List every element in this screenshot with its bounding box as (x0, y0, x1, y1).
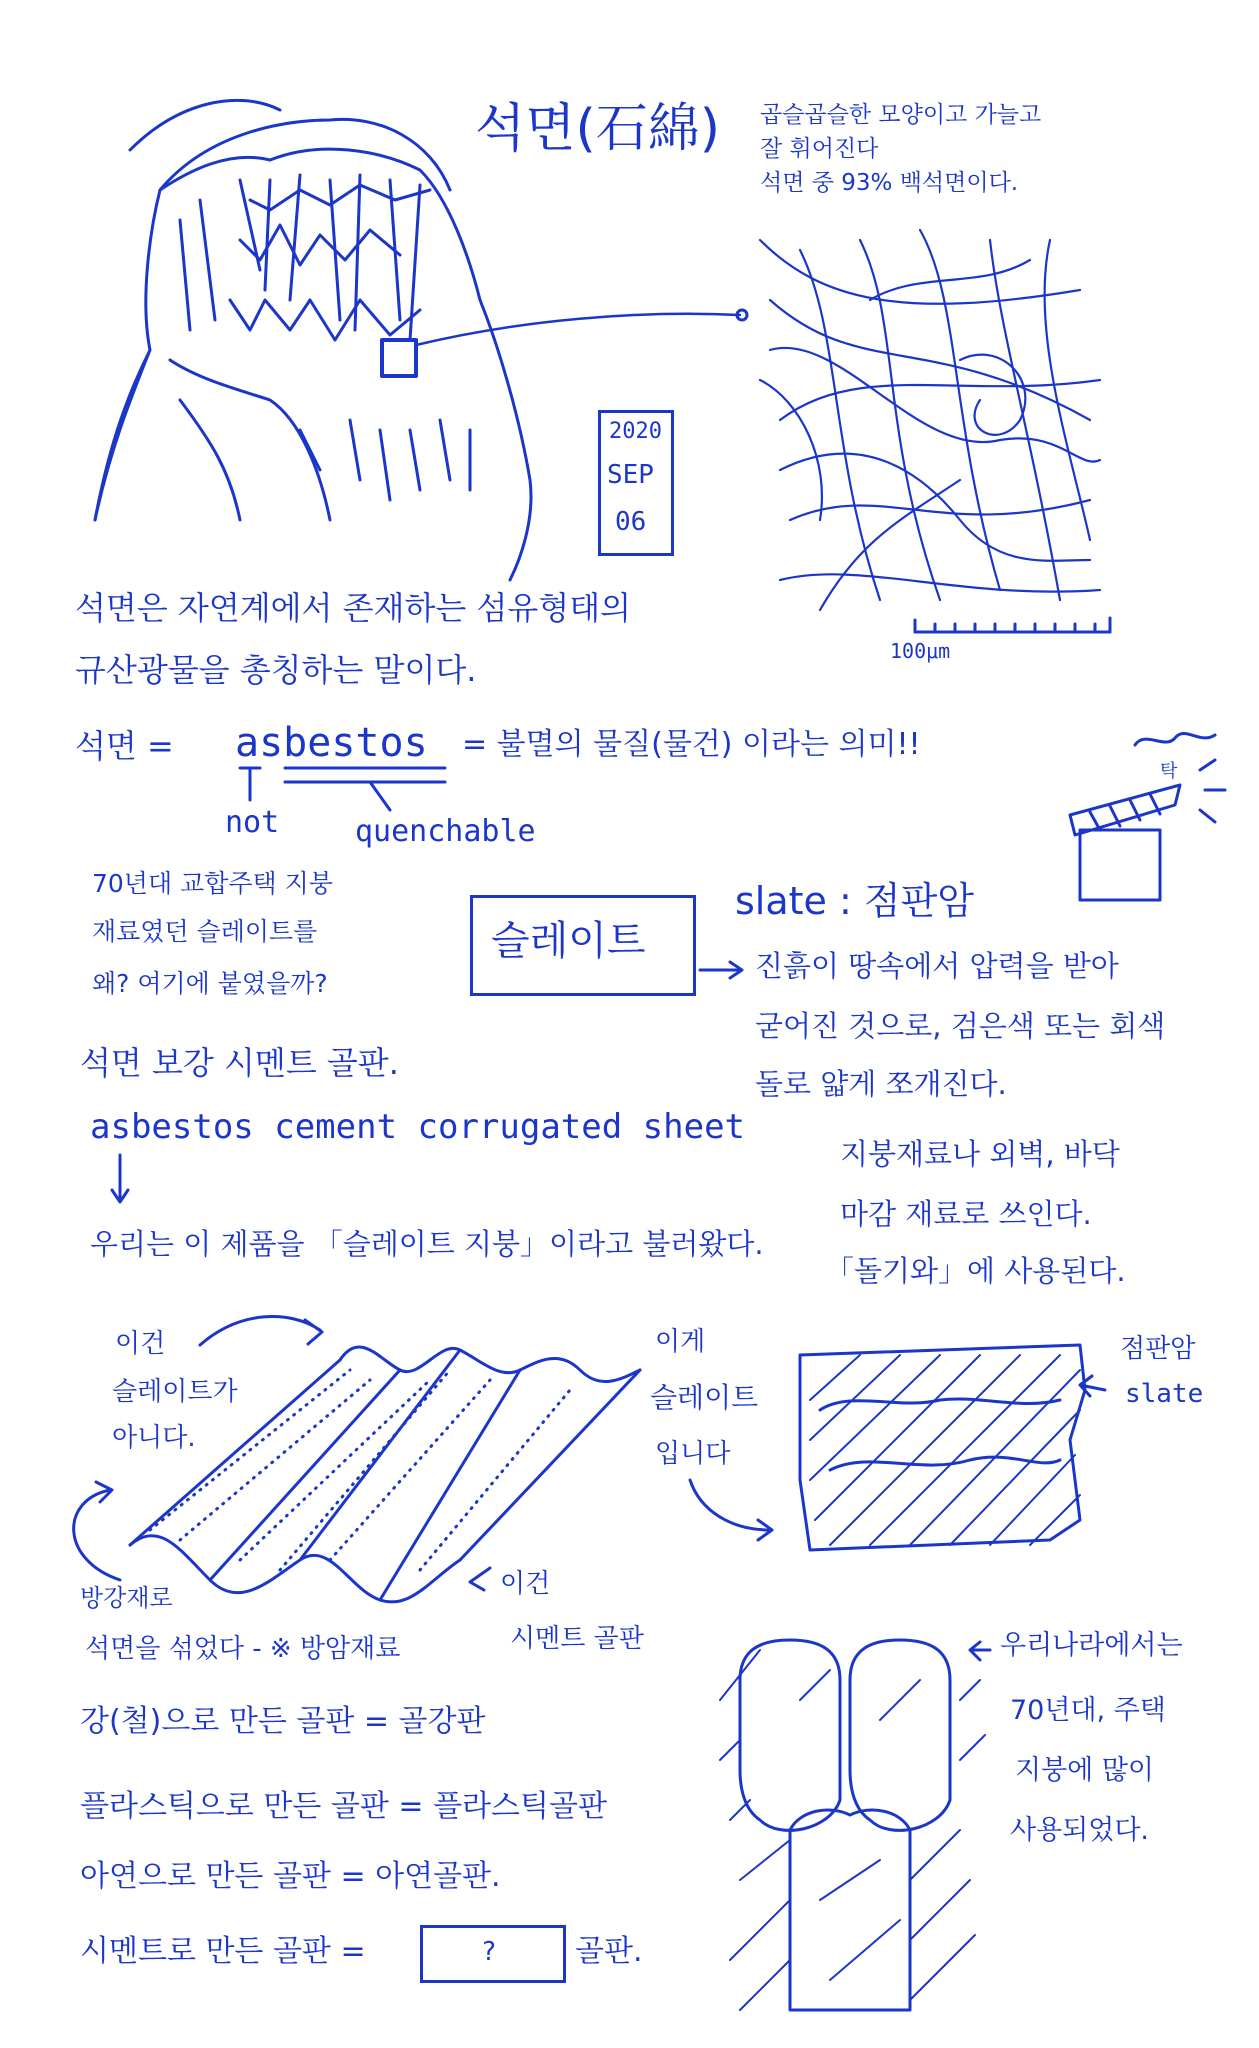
intro-line1: 석면은 자연계에서 존재하는 섬유형태의 (75, 589, 632, 627)
fiber-note-line2: 잘 휘어진다 (760, 136, 879, 162)
slate-def-head: slate : 점판암 (735, 879, 975, 923)
scale-bar (915, 618, 1110, 632)
etymology-quenchable: quenchable (355, 814, 536, 849)
slate-def-line5: 마감 재료로 쓰인다. (840, 1197, 1092, 1231)
fiber-note-line3: 석면 중 93% 백석면이다. (760, 170, 1019, 196)
date-month: SEP (607, 460, 654, 490)
korea-note-line4: 사용되었다. (1010, 1815, 1149, 1846)
korea-note-line2: 70년대, 주택 (1010, 1695, 1166, 1726)
korean-term: 석면 보강 시멘트 골판. (80, 1044, 399, 1082)
english-term: asbestos cement corrugated sheet (90, 1107, 746, 1147)
date-box (598, 410, 674, 556)
etymology-underlines (240, 768, 445, 810)
etymology-lhs: 석면 = (75, 727, 174, 765)
date-day: 06 (615, 507, 647, 537)
equation-steel: 강(철)으로 만든 골판 = 골강판 (80, 1704, 486, 1739)
slate-def-line3: 돌로 얇게 쪼개진다. (755, 1067, 1007, 1101)
equation-plastic: 플라스틱으로 만든 골판 = 플라스틱골판 (80, 1789, 607, 1824)
intro-line2: 규산광물을 총칭하는 말이다. (75, 651, 477, 689)
cement-sheet-label: 시멘트 골판 (510, 1624, 644, 1654)
slate-def-line4: 지붕재료나 외벽, 바닥 (840, 1137, 1120, 1171)
slate-def-line6: 「돌기와」에 사용된다. (825, 1254, 1126, 1288)
blank-box (420, 1925, 566, 1983)
etymology-not: not (225, 805, 280, 840)
date-year: 2020 (609, 419, 662, 444)
clapperboard-sketch (1070, 733, 1225, 900)
not-slate-line2: 슬레이트가 (112, 1377, 238, 1407)
this-is-label: 이건 (500, 1569, 551, 1599)
equation-cement: 시멘트로 만든 골판 = (80, 1934, 366, 1969)
korea-note-line3: 지붕에 많이 (1015, 1755, 1154, 1786)
etymology-word: asbestos (235, 720, 428, 766)
question-line2: 재료였던 슬레이트를 (92, 917, 318, 946)
page-title: 석면(石綿) (475, 99, 721, 159)
asbestos-mixed-note: 석면을 섞었다 - ※ 방암재료 (85, 1634, 401, 1664)
fiber-tangle-sketch (760, 230, 1100, 610)
called-note: 우리는 이 제품을 「슬레이트 지붕」이라고 불러왔다. (90, 1227, 764, 1261)
equation-zinc: 아연으로 만든 골판 = 아연골판. (80, 1859, 501, 1894)
roof-tiles-hatch (720, 1650, 985, 2010)
clap-sound: 탁 (1160, 761, 1178, 782)
this-slate-line1: 이게 (655, 1327, 706, 1357)
slate-label-ko: 점판암 (1120, 1334, 1196, 1364)
this-slate-line2: 슬레이트 (650, 1381, 759, 1414)
slate-def-line1: 진흙이 땅속에서 압력을 받아 (755, 949, 1119, 983)
question-line3: 왜? 여기에 붙였을까? (92, 969, 328, 998)
this-slate-line3: 입니다 (655, 1439, 731, 1469)
korea-note-line1: 우리나라에서는 (1000, 1630, 1183, 1661)
not-slate-line1: 이건 (115, 1329, 166, 1359)
roof-tiles-sketch (740, 1640, 950, 2010)
slate-term: 슬레이트 (491, 918, 646, 964)
slate-term-box (470, 895, 696, 996)
ineffective-label: 방강재로 (80, 1584, 173, 1612)
slate-tile-hatch (810, 1355, 1080, 1545)
equation-cement-suffix: 골판. (575, 1934, 643, 1969)
etymology-rhs: = 불멸의 물질(물건) 이라는 의미!! (462, 727, 921, 762)
not-slate-line3: 아니다. (112, 1423, 196, 1453)
slate-def-line2: 굳어진 것으로, 검은색 또는 회색 (755, 1009, 1166, 1043)
slate-label-en: slate (1125, 1379, 1204, 1409)
scale-label: 100μm (890, 639, 951, 663)
blank-mark: ? (481, 1937, 497, 1967)
fiber-note-line1: 곱슬곱슬한 모양이고 가늘고 (760, 102, 1042, 128)
question-line1: 70년대 교합주택 지붕 (92, 869, 333, 898)
